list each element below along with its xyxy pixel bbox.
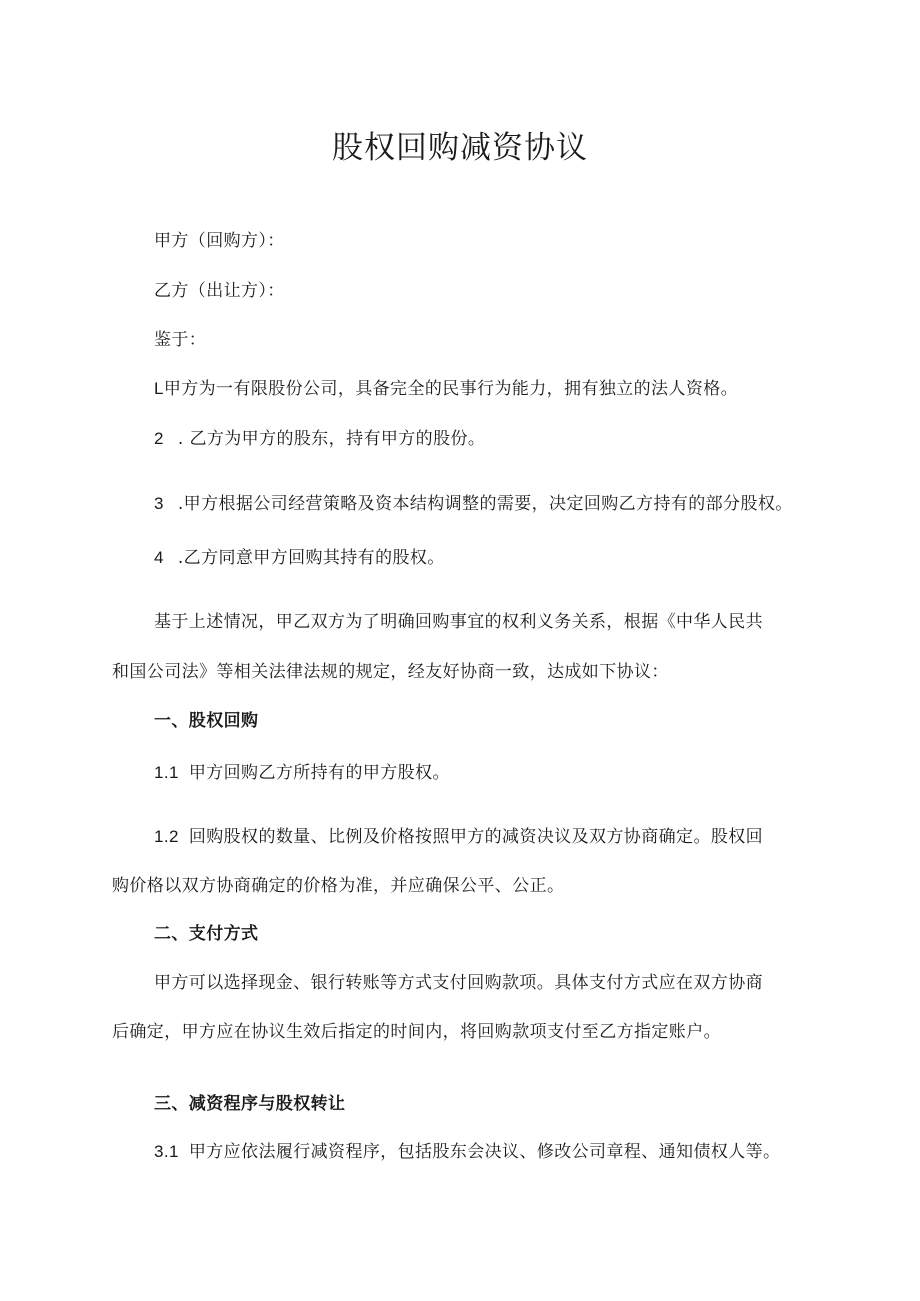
- recital-1-text: 甲方为一有限股份公司，具备完全的民事行为能力，拥有独立的法人资格。: [163, 379, 739, 399]
- clause-3-1-text: 甲方应依法履行减资程序，包括股东会决议、修改公司章程、通知债权人等。: [188, 1142, 781, 1162]
- recital-2-number: 2: [154, 429, 164, 448]
- preamble-line-1: 基于上述情况，甲乙双方为了明确回购事宜的权利义务关系，根据《中华人民共: [154, 612, 763, 632]
- preamble-line-2: 和国公司法》等相关法律法规的规定，经友好协商一致，达成如下协议：: [112, 662, 669, 682]
- recital-1: [154, 376, 738, 402]
- party-a-line: 甲方（回购方）：: [154, 231, 285, 251]
- clause-1-2-line-2: 购价格以双方协商确定的价格为准，并应确保公平、公正。: [112, 876, 565, 896]
- section-1-heading: 一、股权回购: [154, 711, 259, 731]
- clause-1-2-number: 1.2: [154, 827, 179, 846]
- recital-1-number: L: [154, 379, 164, 398]
- section-3-heading: 三、减资程序与股权转让: [154, 1094, 346, 1114]
- section-2-heading: 二、支付方式: [154, 924, 259, 944]
- clause-3-1-number: 3.1: [154, 1142, 179, 1161]
- clause-1-1-number: 1.1: [154, 763, 179, 782]
- clause-1-2-text-line-1: 回购股权的数量、比例及价格按照甲方的减资决议及双方协商确定。股权回: [188, 827, 764, 847]
- recital-3-text: .甲方根据公司经营策略及资本结构调整的需要，决定回购乙方持有的部分股权。: [177, 494, 793, 514]
- recital-2: [154, 426, 485, 452]
- clause-1-1-text: 甲方回购乙方所持有的甲方股权。: [188, 763, 450, 783]
- recital-2-text: . 乙方为甲方的股东，持有甲方的股份。: [177, 429, 486, 449]
- document-title: 股权回购减资协议: [332, 130, 588, 166]
- party-b-line: 乙方（出让方）：: [154, 281, 285, 301]
- recital-4-number: 4: [154, 548, 164, 567]
- clause-1-2-line-1: [154, 824, 763, 850]
- section-2-line-1: 甲方可以选择现金、银行转账等方式支付回购款项。具体支付方式应在双方协商: [154, 973, 763, 993]
- recital-3-number: 3: [154, 494, 164, 513]
- section-2-line-2: 后确定，甲方应在协议生效后指定的时间内，将回购款项支付至乙方指定账户。: [112, 1022, 721, 1042]
- recital-3: [154, 491, 793, 517]
- clause-3-1: [154, 1139, 780, 1165]
- recital-4-text: .乙方同意甲方回购其持有的股权。: [177, 548, 445, 568]
- whereas-line: 鉴于：: [154, 330, 207, 350]
- recital-4: [154, 545, 445, 571]
- clause-1-1: [154, 760, 450, 786]
